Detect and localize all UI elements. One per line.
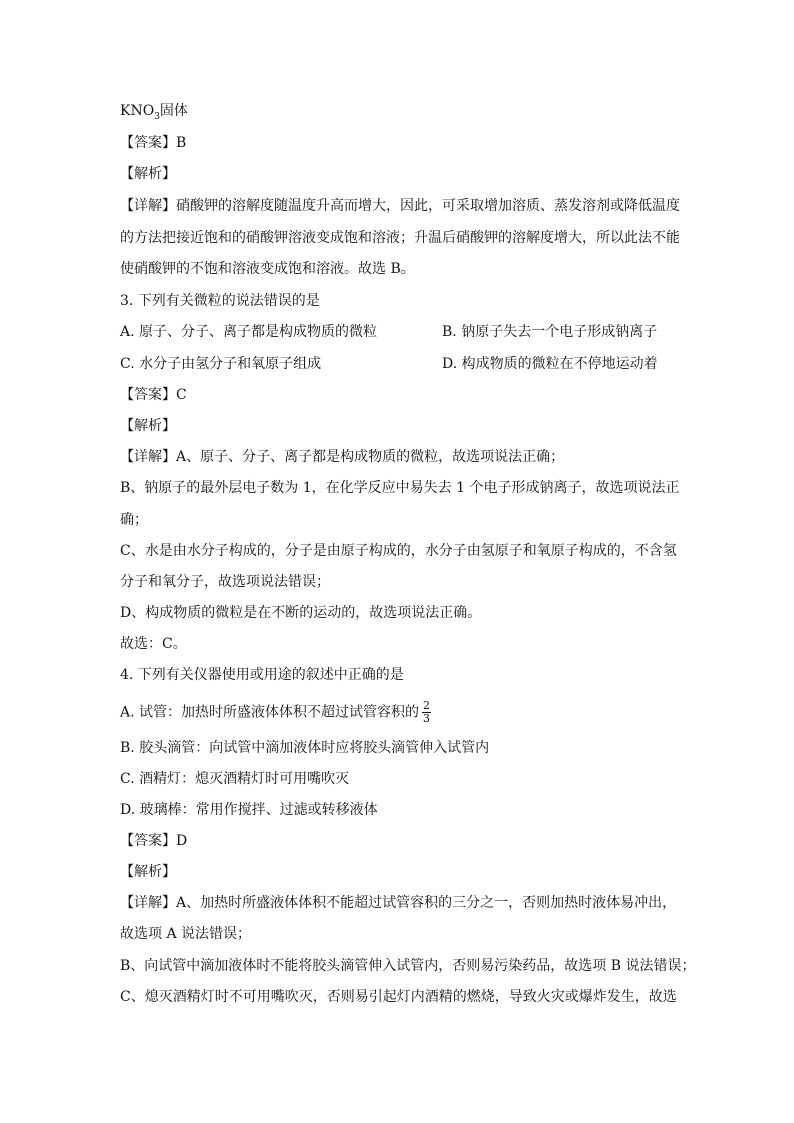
q3-option-c: C. 水分子由氢分子和氧原子组成	[120, 356, 322, 372]
q3-detail-line-3: 确；	[120, 512, 148, 528]
q3-answer: 【答案】C	[120, 387, 187, 403]
kno3-line	[120, 101, 188, 127]
q4-detail-line-4: C、熄灭酒精灯时不可用嘴吹灭，否则易引起灯内酒精的燃烧，导致火灾或爆炸发生，故选	[120, 989, 677, 1005]
fraction-two-thirds	[422, 700, 431, 725]
q3-detail-line-6: D、构成物质的微粒是在不断的运动的，故选项说法正确。	[120, 605, 482, 621]
q3-option-d: D. 构成物质的微粒在不停地运动着	[442, 356, 658, 372]
kno3-solid-text: 固体	[159, 103, 188, 119]
kno3-subscript: 3	[154, 111, 160, 122]
q4-option-b: B. 胶头滴管：向试管中滴加液体时应将胶头滴管伸入试管内	[120, 740, 490, 756]
q3-detail-line-4: C、水是由水分子构成的，分子是由原子构成的，水分子由氢原子和氧原子构成的，不含氢	[120, 543, 677, 559]
q2-detail-line-1: 【详解】硝酸钾的溶解度随温度升高而增大，因此，可采取增加溶质、蒸发溶剂或降低温度	[120, 198, 680, 214]
q3-stem: 3. 下列有关微粒的说法错误的是	[120, 293, 320, 309]
q3-conclusion: 故选：C。	[120, 636, 187, 652]
q4-option-a-text: A. 试管：加热时所盛液体体积不超过试管容积的	[120, 704, 420, 721]
q2-detail-line-3: 使硝酸钾的不饱和溶液变成饱和溶液。故选 B。	[120, 261, 415, 277]
q4-detail-line-3: B、向试管中滴加液体时不能将胶头滴管伸入试管内，否则易污染药品，故选项 B 说法错误；	[120, 958, 696, 974]
q3-option-b: B. 钠原子失去一个电子形成钠离子	[442, 324, 658, 340]
q4-option-c: C. 酒精灯：熄灭酒精灯时可用嘴吹灭	[120, 771, 350, 787]
q4-detail-line-1: 【详解】A、加热时所盛液体体积不能超过试管容积的三分之一，否则加热时液体易冲出，	[120, 895, 677, 911]
q4-answer: 【答案】D	[120, 833, 188, 849]
q4-stem: 4. 下列有关仪器使用或用途的叙述中正确的是	[120, 667, 404, 683]
q3-detail-line-5: 分子和氧分子，故选项说法错误；	[120, 574, 330, 590]
q4-analysis-heading: 【解析】	[120, 864, 176, 880]
q2-detail-line-2: 的方法把接近饱和的硝酸钾溶液变成饱和溶液；升温后硝酸钾的溶解度增大，所以此法不能	[120, 230, 680, 246]
q4-option-a	[120, 700, 431, 725]
fraction-denominator: 3	[423, 712, 431, 725]
q2-analysis-heading: 【解析】	[120, 166, 176, 182]
q3-analysis-heading: 【解析】	[120, 418, 176, 434]
q3-detail-line-2: B、钠原子的最外层电子数为 1，在化学反应中易失去 1 个电子形成钠离子，故选项说法正	[120, 480, 680, 496]
fraction-numerator: 2	[423, 699, 431, 712]
q4-detail-line-2: 故选项 A 说法错误；	[120, 926, 252, 942]
kno3-text: KNO	[120, 103, 155, 119]
q2-answer: 【答案】B	[120, 135, 187, 151]
q3-detail-line-1: 【详解】A、原子、分子、离子都是构成物质的微粒，故选项说法正确；	[120, 449, 565, 465]
q3-option-a: A. 原子、分子、离子都是构成物质的微粒	[120, 324, 378, 340]
q4-option-d: D. 玻璃棒：常用作搅拌、过滤或转移液体	[120, 802, 378, 818]
